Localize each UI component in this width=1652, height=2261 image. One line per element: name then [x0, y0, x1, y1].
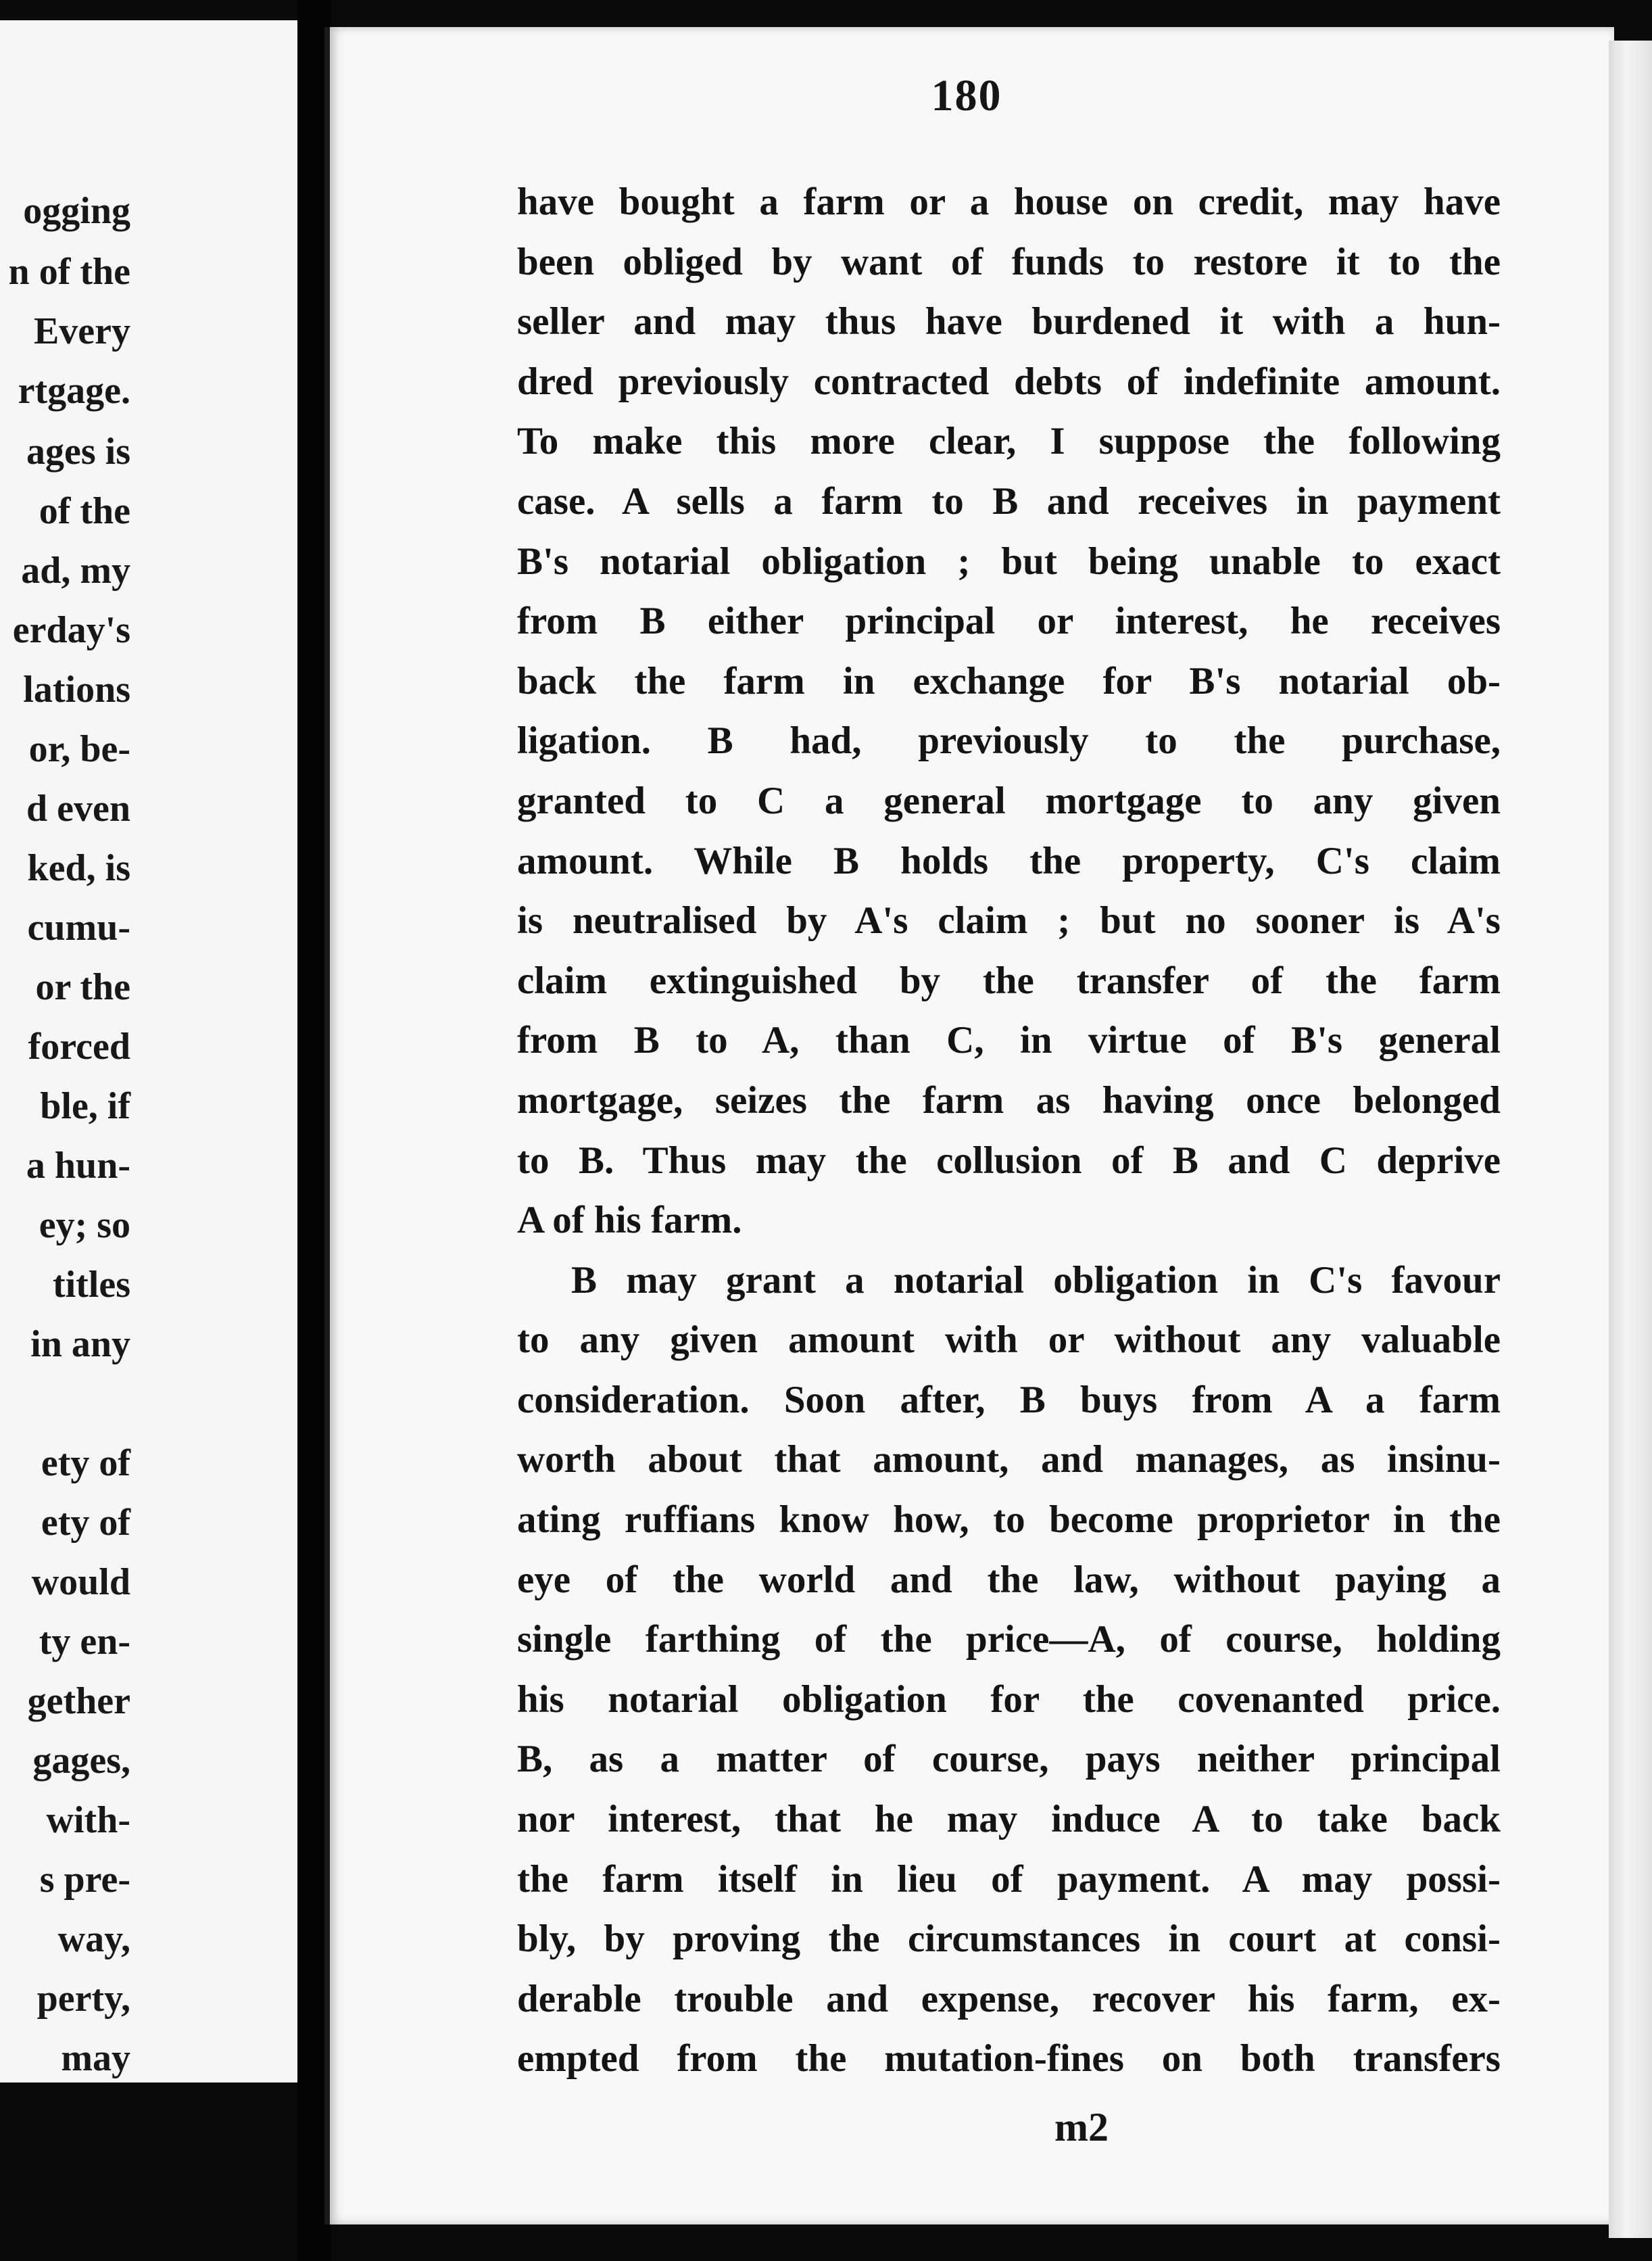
text-line: have bought a farm or a house on credit, may have — [517, 181, 1501, 223]
left-line: ety of — [41, 1442, 130, 1484]
left-line: erday's — [12, 609, 130, 651]
left-line: ad, my — [21, 550, 130, 592]
left-line: would — [31, 1561, 130, 1603]
left-line: lations — [23, 669, 130, 711]
text-line: A of his farm. — [517, 1199, 742, 1242]
text-line: the farm itself in lieu of payment. A may possi- — [517, 1857, 1501, 1901]
left-line: ages is — [26, 431, 130, 473]
left-line: or, be- — [28, 728, 130, 770]
left-facing-page — [0, 20, 317, 2082]
left-line: a hun- — [26, 1145, 130, 1187]
text-line: from B to A, than C, in virtue of B's general — [517, 1019, 1501, 1062]
left-line: ty en- — [39, 1621, 130, 1663]
left-line: ble, if — [40, 1085, 130, 1127]
text-line: his notarial obligation for the covenanted price. — [517, 1677, 1501, 1721]
text-line: to B. Thus may the collusion of B and C deprive — [517, 1139, 1501, 1182]
text-line: is neutralised by A's claim ; but no sooner is A's — [517, 899, 1501, 943]
left-line: n of the — [8, 251, 130, 293]
left-line: gages, — [32, 1740, 130, 1782]
page-edge — [1609, 41, 1652, 2238]
left-line: cumu- — [27, 907, 130, 949]
text-line: claim extinguished by the transfer of the farm — [517, 959, 1501, 1002]
left-line: Every — [33, 310, 130, 352]
left-line: gether — [27, 1680, 130, 1722]
left-line: ey; so — [39, 1204, 130, 1246]
body-text — [517, 172, 1501, 2089]
left-line: with- — [46, 1799, 130, 1841]
left-line: d even — [26, 788, 130, 830]
text-line: case. A sells a farm to B and receives in payment — [517, 479, 1501, 523]
text-line: B may grant a notarial obligation in C's favour — [571, 1258, 1501, 1302]
left-line: titles — [52, 1264, 130, 1306]
text-line: ating ruffians know how, to become proprietor in the — [517, 1498, 1501, 1542]
left-line: way, — [57, 1918, 130, 1960]
left-line: perty, — [37, 1978, 130, 2020]
text-line: consideration. Soon after, B buys from A a farm — [517, 1378, 1501, 1421]
text-line: derable trouble and expense, recover his farm, ex- — [517, 1977, 1501, 2020]
text-line: worth about that amount, and manages, as insinu- — [517, 1438, 1501, 1481]
left-page-text — [0, 20, 314, 2082]
left-line: of the — [39, 490, 130, 532]
text-line: been obliged by want of funds to restore it to the — [517, 240, 1501, 283]
text-line: granted to C a general mortgage to any given — [517, 779, 1501, 822]
left-line: ked, is — [27, 847, 130, 889]
text-line: B, as a matter of course, pays neither principal — [517, 1738, 1501, 1781]
text-line: ligation. B had, previously to the purchase, — [517, 719, 1501, 763]
left-line: s pre- — [39, 1859, 130, 1901]
text-line: from B either principal or interest, he receives — [517, 600, 1501, 643]
left-line: or the — [35, 966, 130, 1008]
text-line: B's notarial obligation ; but being unable to exact — [517, 540, 1501, 583]
text-line: amount. While B holds the property, C's claim — [517, 839, 1501, 882]
text-line: nor interest, that he may induce A to take back — [517, 1798, 1501, 1841]
text-line: dred previously contracted debts of indefinite amount. — [517, 360, 1501, 403]
left-line: may — [61, 2037, 130, 2079]
left-line: in any — [30, 1323, 130, 1365]
left-line: ogging — [23, 190, 130, 232]
text-line: bly, by proving the circumstances in court at consi- — [517, 1918, 1501, 1961]
page-number: 180 — [931, 71, 1002, 120]
text-line: seller and may thus have burdened it with a hun- — [517, 300, 1501, 343]
text-line: To make this more clear, I suppose the following — [517, 420, 1501, 463]
left-line: ety of — [41, 1502, 130, 1544]
text-line: mortgage, seizes the farm as having once belonged — [517, 1078, 1501, 1122]
text-line: back the farm in exchange for B's notarial ob- — [517, 659, 1501, 703]
text-line: single farthing of the price—A, of course, holding — [517, 1618, 1501, 1661]
text-line: eye of the world and the law, without paying a — [517, 1558, 1501, 1601]
signature-mark: m2 — [1054, 2105, 1109, 2149]
left-line: forced — [28, 1026, 130, 1068]
left-line: rtgage. — [18, 370, 130, 412]
text-line: empted from the mutation-fines on both transfers — [517, 2037, 1501, 2080]
text-line: to any given amount with or without any valuable — [517, 1318, 1501, 1362]
